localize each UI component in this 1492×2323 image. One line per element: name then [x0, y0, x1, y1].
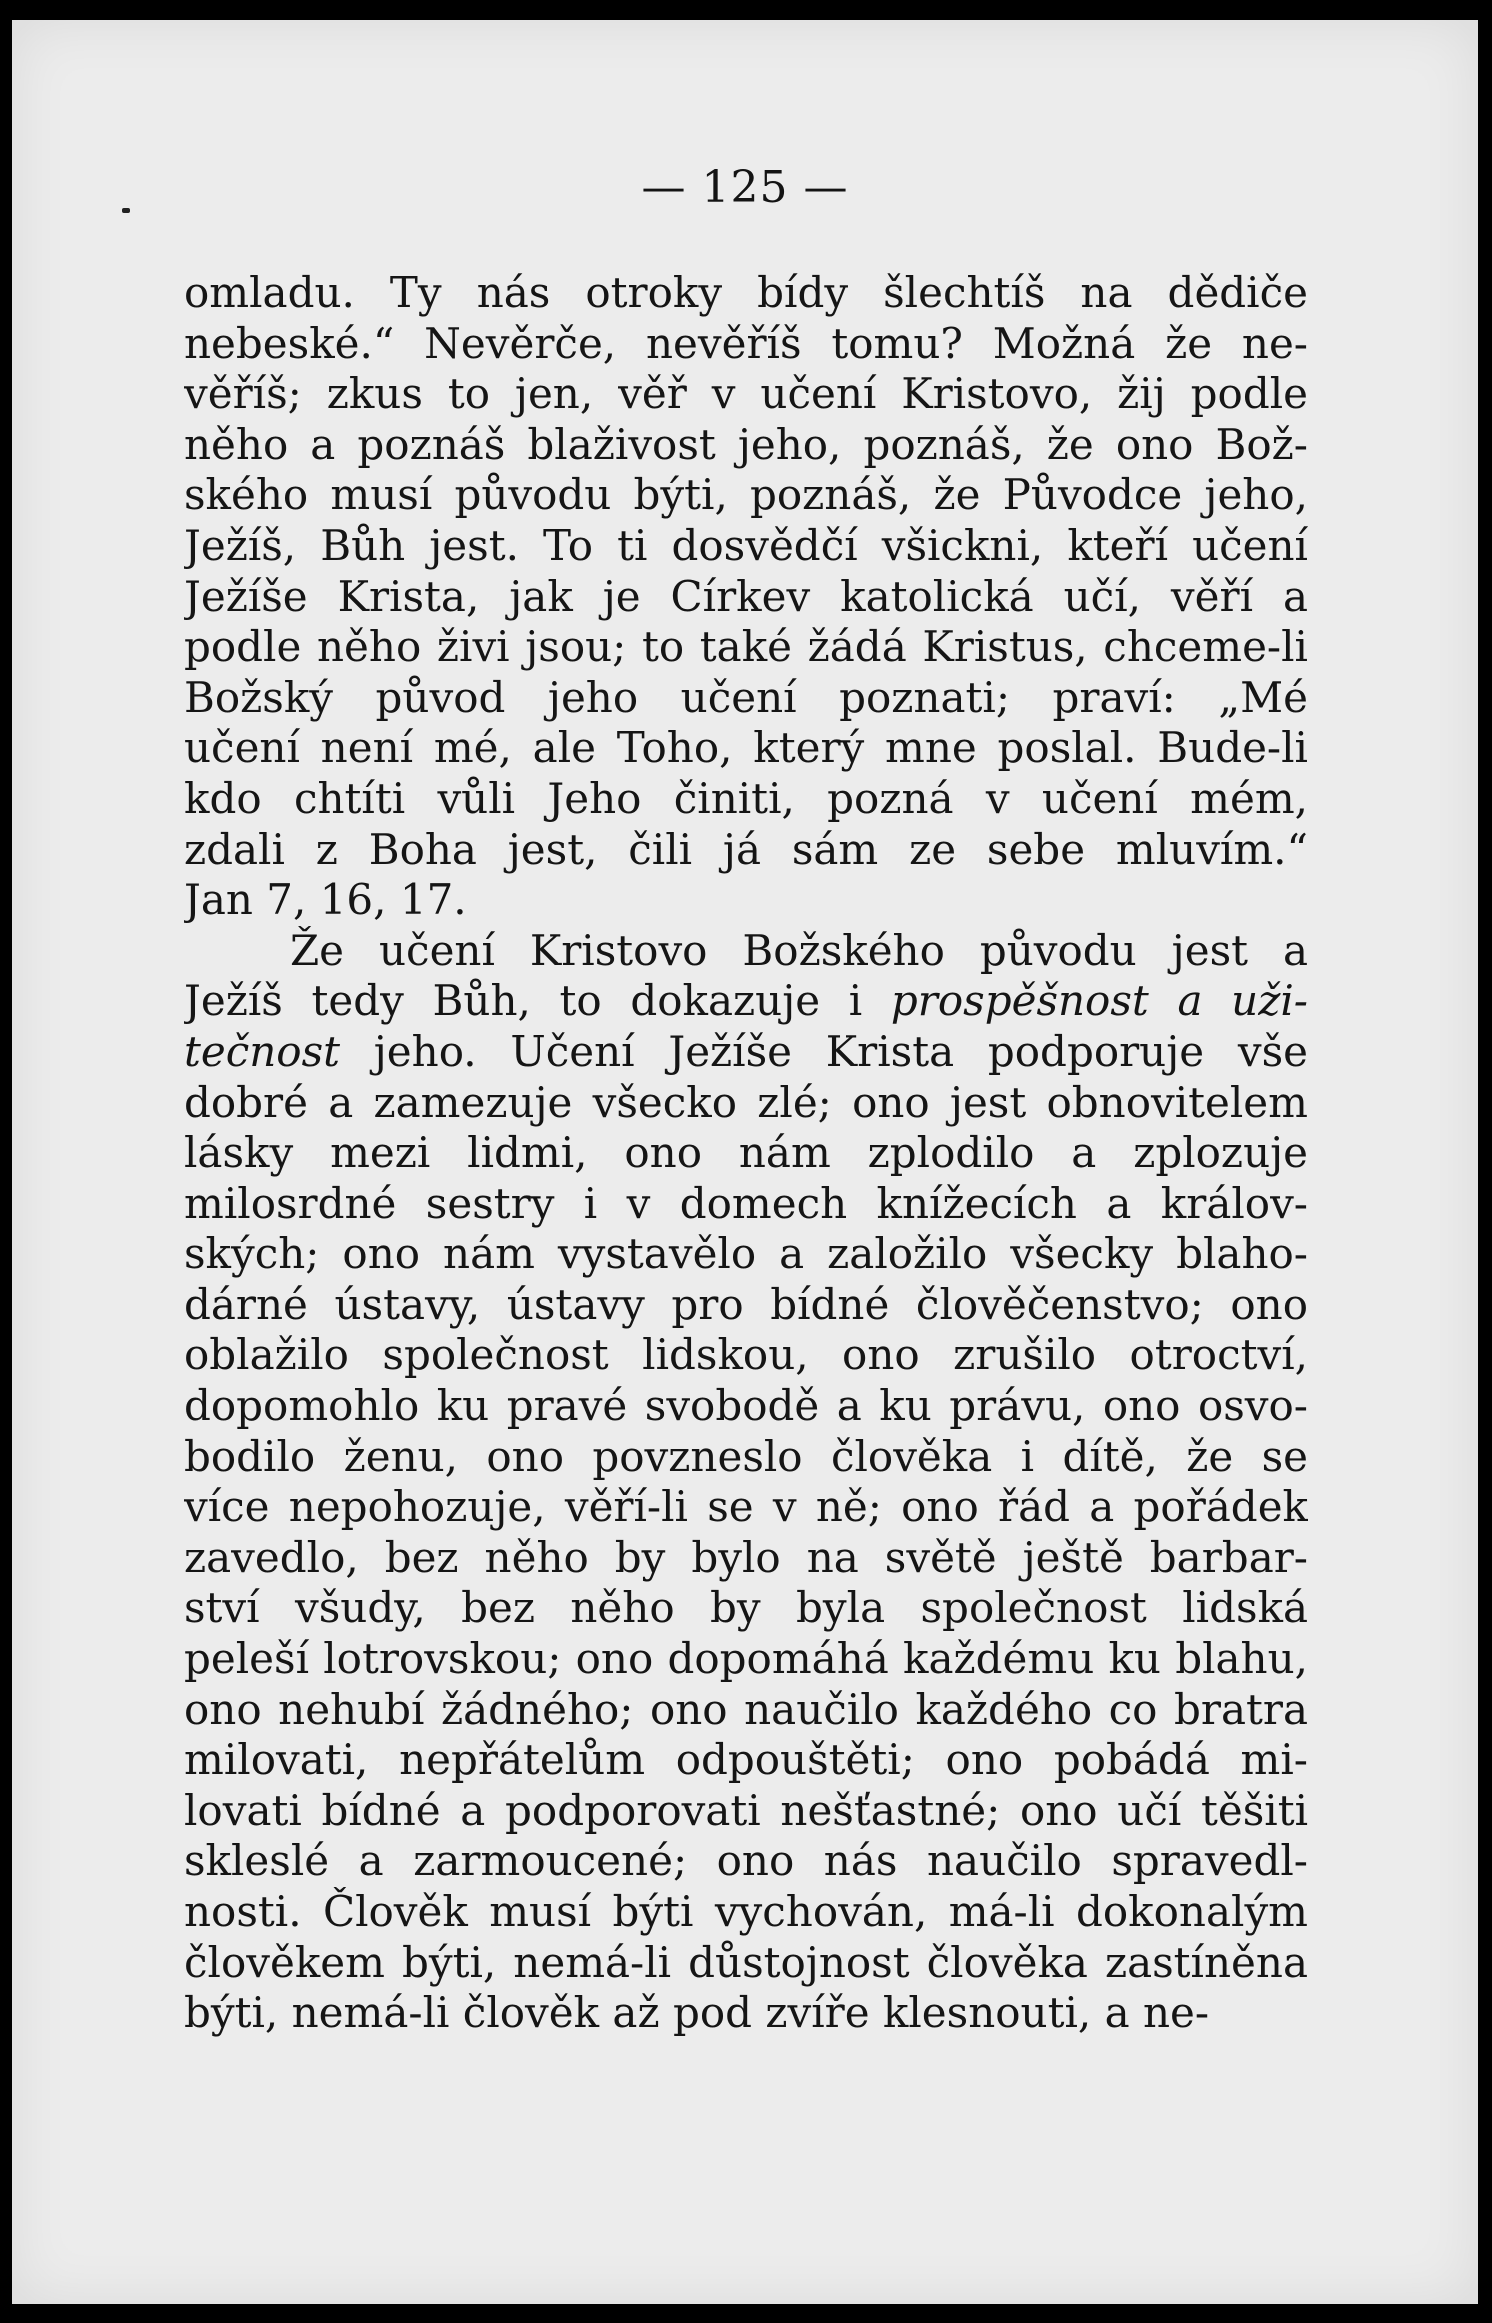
text-line: nebeské.“ Nevěrče, nevěříš tomu? Možná že ne- [184, 318, 1308, 368]
emphasis-text: tečnost [184, 1026, 341, 1076]
text-line: zdali z Boha jest, čili já sám ze sebe mluvím.“ [184, 824, 1308, 874]
text-line: dobré a zamezuje všecko zlé; ono jest obnovitelem [184, 1077, 1308, 1127]
text-line: věříš; zkus to jen, věř v učení Kristovo, žij podle [184, 369, 1308, 419]
text-line [184, 976, 1308, 1027]
text-line: Ježíš, Bůh jest. To ti dosvědčí všickni, kteří učení [184, 520, 1308, 570]
text-line: ství všudy, bez něho by byla společnost lidská [184, 1583, 1308, 1633]
text-line: ských; ono nám vystavělo a založilo všecky blaho- [184, 1229, 1308, 1279]
body-text [184, 268, 1308, 2039]
text-line: milosrdné sestry i v domech knížecích a králov- [184, 1178, 1308, 1228]
text-line: lovati bídné a podporovati nešťastné; ono učí těšiti [184, 1785, 1308, 1835]
text-line: lásky mezi lidmi, ono nám zplodilo a zplozuje [184, 1128, 1308, 1178]
text-line: člověkem býti, nemá-li důstojnost člověka zastíněna [184, 1937, 1308, 1987]
emphasis-text: prospěšnost a uži- [890, 976, 1308, 1026]
text-span: Ježíš tedy Bůh, to dokazuje i [184, 976, 891, 1026]
page-number: — 125 — [641, 162, 849, 213]
text-line: ono nehubí žádného; ono naučilo každého co bratra [184, 1684, 1308, 1734]
paragraph-2 [184, 926, 1308, 2039]
text-line: zavedlo, bez něho by bylo na světě ještě barbar- [184, 1532, 1308, 1582]
text-line: Božský původ jeho učení poznati; praví: „Mé [184, 672, 1308, 722]
text-line: učení není mé, ale Toho, který mne poslal. Bude-li [184, 723, 1308, 773]
text-line: dárné ústavy, ústavy pro bídné člověčenstvo; ono [184, 1279, 1308, 1329]
text-line: kdo chtíti vůli Jeho činiti, pozná v učení mém, [184, 773, 1308, 823]
text-line: podle něho živi jsou; to také žádá Kristus, chceme-li [184, 622, 1308, 672]
text-line: oblažilo společnost lidskou, ono zrušilo otroctví, [184, 1330, 1308, 1380]
text-line: peleší lotrovskou; ono dopomáhá každému ku blahu, [184, 1634, 1308, 1684]
text-line: něho a poznáš blaživost jeho, poznáš, že ono Bož- [184, 419, 1308, 469]
text-span: jeho. Učení Ježíše Krista podporuje vše [340, 1026, 1308, 1076]
text-line: skleslé a zarmoucené; ono nás naučilo spravedl- [184, 1836, 1308, 1886]
text-line: ského musí původu býti, poznáš, že Původce jeho, [184, 470, 1308, 520]
text-line: dopomohlo ku pravé svobodě a ku právu, ono osvo- [184, 1381, 1308, 1431]
text-line: Že učení Kristovo Božského původu jest a [290, 925, 1308, 975]
paragraph-2-rest [184, 1078, 1308, 2039]
text-line: Ježíše Krista, jak je Církev katolická učí, věří a [184, 571, 1308, 621]
book-page [12, 20, 1478, 2304]
text-line: více nepohozuje, věří-li se v ně; ono řád a pořádek [184, 1482, 1308, 1532]
text-line: nosti. Člověk musí býti vychován, má-li dokonalým [184, 1887, 1308, 1936]
text-line: Jan 7, 16, 17. [184, 875, 467, 925]
text-line [184, 1027, 1308, 1078]
text-line: omladu. Ty nás otroky bídy šlechtíš na dědiče [184, 268, 1308, 317]
text-line: milovati, nepřátelům odpouštěti; ono pobádá mi- [184, 1735, 1308, 1785]
text-line: býti, nemá-li člověk až pod zvíře klesnouti, a ne- [184, 1988, 1210, 2038]
paragraph-1 [184, 268, 1308, 926]
text-line: bodilo ženu, ono povzneslo člověka i dítě, že se [184, 1431, 1308, 1481]
